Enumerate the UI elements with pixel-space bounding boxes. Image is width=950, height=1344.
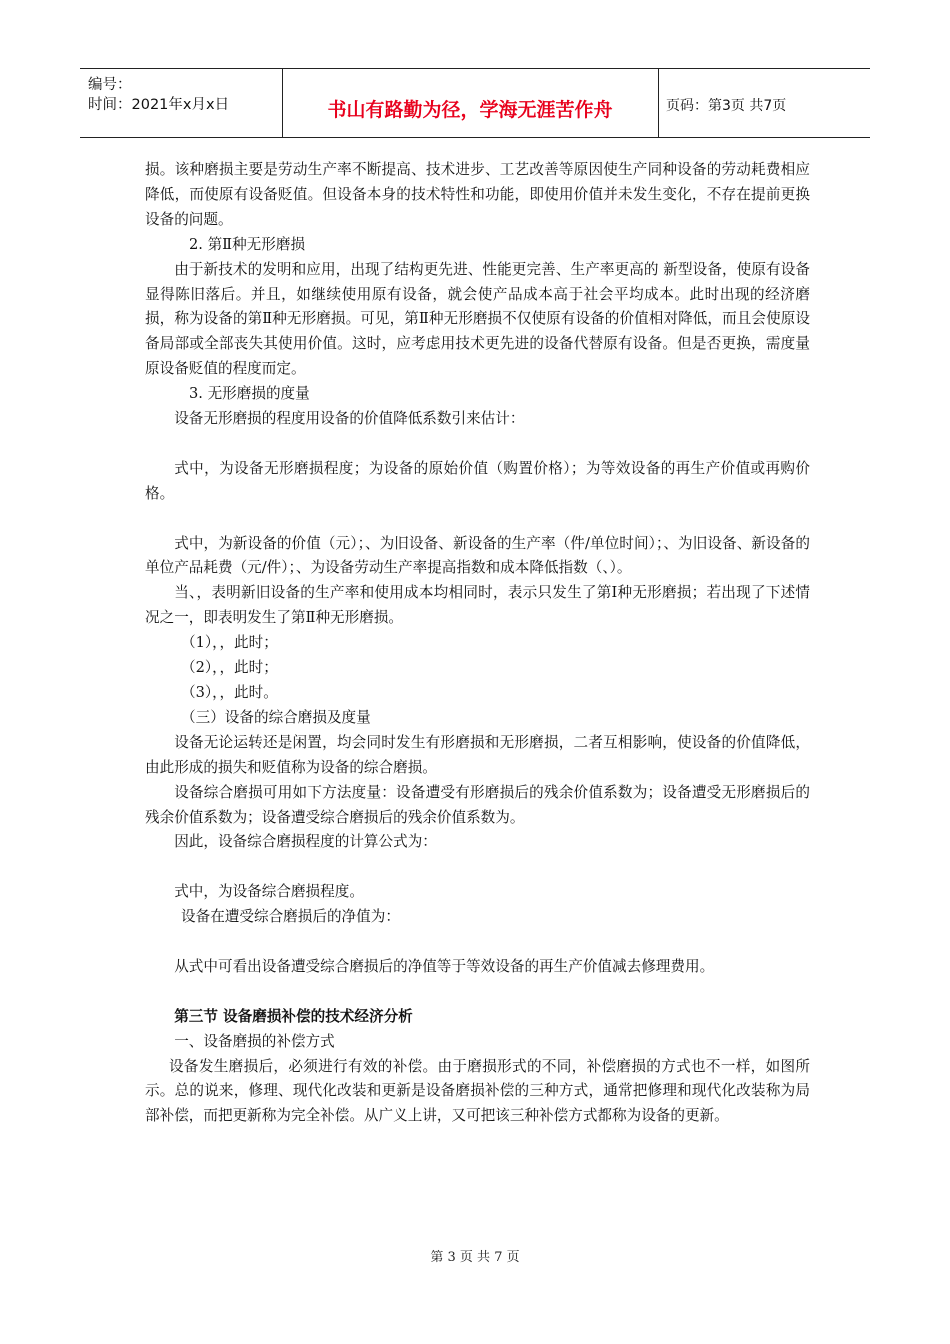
formula-placeholder <box>145 432 810 457</box>
paragraph: 设备发生磨损后，必须进行有效的补偿。由于磨损形式的不同，补偿磨损的方式也不一样，如图所示。总的说来，修理、现代化改装和更新是设备磨损补偿的三种方式，通常把修理和现代化改装称为局部补偿，而把更新称为完全补偿。从广义上讲，又可把该三种补偿方式都称为设备的更新。 <box>145 1057 810 1125</box>
time-label: 时间：2021年x月x日 <box>88 97 230 113</box>
paragraph: 从式中可看出设备遭受综合磨损后的净值等于等效设备的再生产价值减去修理费用。 <box>174 957 715 975</box>
paragraph: 当、，表明新旧设备的生产率和使用成本均相同时，表示只发生了第Ⅰ种无形磨损；若出现了下述情况之一，即表明发生了第Ⅱ种无形磨损。 <box>145 584 810 627</box>
paragraph: 设备在遭受综合磨损后的净值为： <box>181 908 400 926</box>
paragraph: 设备无论运转还是闲置，均会同时发生有形磨损和无形磨损，二者互相影响，使设备的价值降低，由此形成的损失和贬值称为设备的综合磨损。 <box>145 733 810 776</box>
paragraph: 设备综合磨损可用如下方法度量：设备遭受有形磨损后的残余价值系数为；设备遭受无形磨损后的残余价值系数为；设备遭受综合磨损后的残余价值系数为。 <box>145 783 810 826</box>
page-footer: 第 3 页 共 7 页 <box>430 1250 520 1265</box>
formula-placeholder <box>145 855 810 880</box>
subheading: 3. 无形磨损的度量 <box>189 385 310 403</box>
case-item: （2），，此时； <box>181 659 278 677</box>
paragraph: 设备无形磨损的程度用设备的价值降低系数引来估计： <box>174 410 525 428</box>
motto: 书山有路勤为径，学海无涯苦作舟 <box>327 99 613 121</box>
paragraph: 式中，为设备综合磨损程度。 <box>174 883 364 901</box>
section-title: 第三节 设备磨损补偿的技术经济分析 <box>174 1007 413 1025</box>
paragraph: 损。该种磨损主要是劳动生产率不断提高、技术进步、工艺改善等原因使生产同种设备的劳动耗费相应降低，而使原有设备贬值。但设备本身的技术特性和功能，即使用价值并未发生变化，不存在提前更换设备的问题。 <box>145 161 810 228</box>
subsection-title: 一、设备磨损的补偿方式 <box>174 1032 335 1050</box>
header-meta <box>80 69 283 137</box>
paragraph: 因此，设备综合磨损程度的计算公式为： <box>174 833 437 851</box>
document-body <box>145 158 810 1129</box>
subheading: （三）设备的综合磨损及度量 <box>181 708 371 726</box>
subheading: 2. 第Ⅱ种无形磨损 <box>189 235 306 253</box>
case-item: （3），，此时。 <box>181 684 278 701</box>
spacer <box>145 980 810 1005</box>
paragraph: 式中，为设备无形磨损程度；为设备的原始价值（购置价格）；为等效设备的再生产价值或再购价格。 <box>145 459 810 502</box>
number-label: 编号： <box>88 77 132 93</box>
case-item: （1），，此时； <box>181 634 278 652</box>
paragraph: 式中，为新设备的价值（元）；、为旧设备、新设备的生产率（件/单位时间）；、为旧设备、新设备的单位产品耗费（元/件）；、为设备劳动生产率提高指数和成本降低指数（、）。 <box>145 534 810 577</box>
paragraph: 由于新技术的发明和应用，出现了结构更先进、性能更完善、生产率更高的 新型设备，使原有设备显得陈旧落后。并且，如继续使用原有设备，就会使产品成本高于社会平均成本。此时出现的经济磨损，称为设备的第Ⅱ种无形磨损。可见，第Ⅱ种无形磨损不仅使原有设备的价值相对降低，而且会使原设备局部或全部丧失其使用价值。这时，应考虑用技术更先进的设备代替原有设备。但是否更换，需度量原设备贬值的程度而定。 <box>145 260 810 378</box>
formula-placeholder <box>145 507 810 532</box>
header-page-cell <box>658 69 870 137</box>
header-motto-cell <box>282 69 659 137</box>
formula-placeholder <box>145 930 810 955</box>
page-label: 页码：第3页 共7页 <box>666 98 787 114</box>
page-header <box>80 68 870 138</box>
